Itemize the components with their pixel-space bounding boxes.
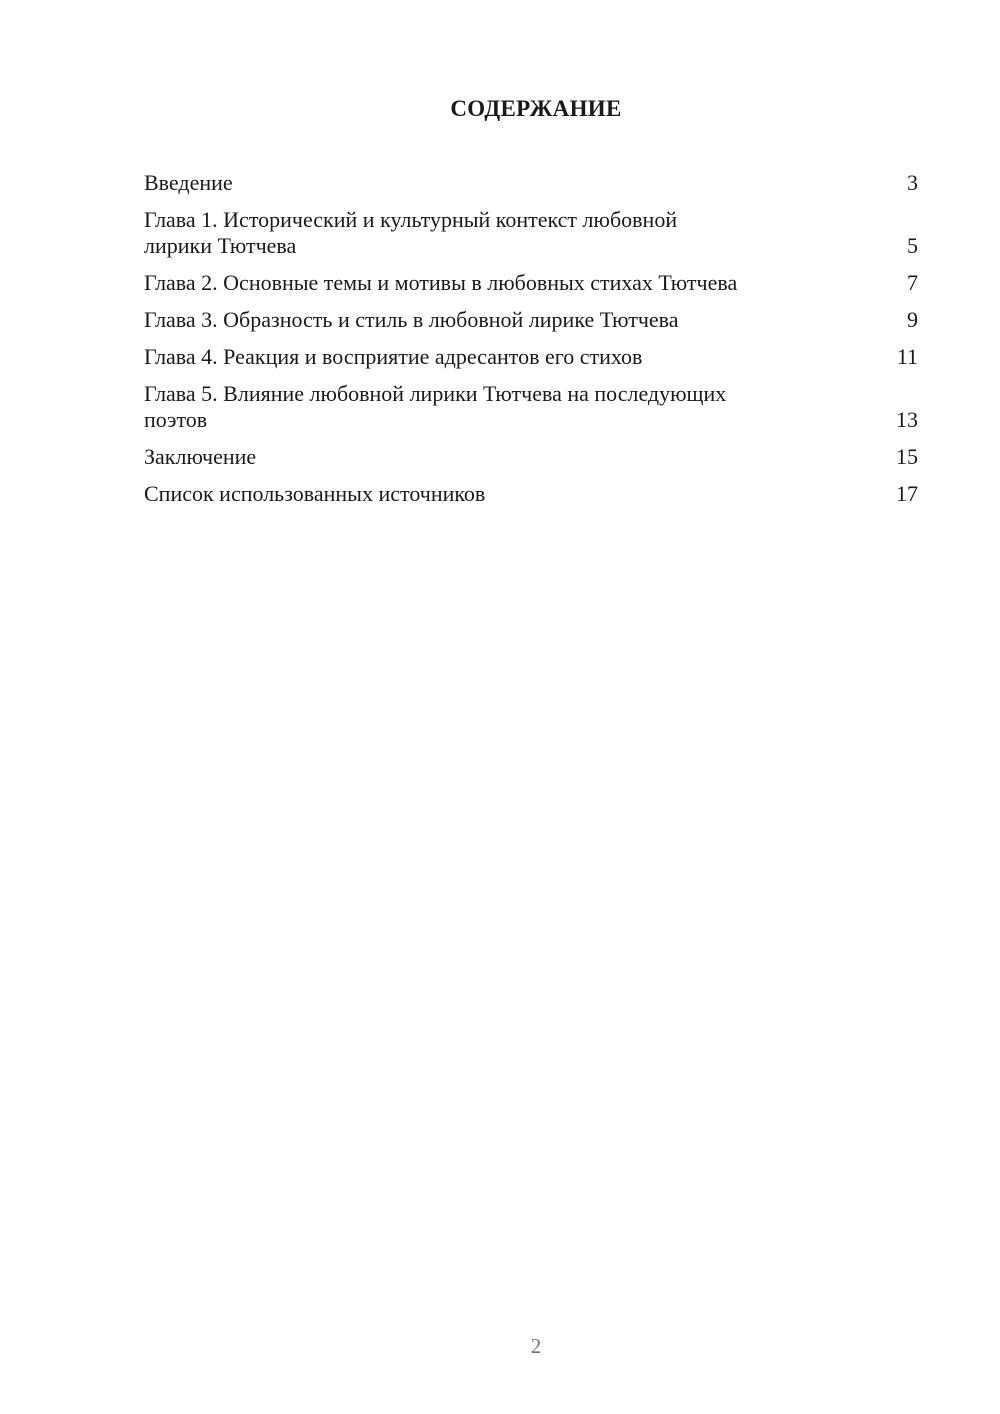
toc-entry-title: Глава 5. Влияние любовной лирики Тютчева на последующих поэтов	[144, 381, 727, 432]
toc-entry-title: Глава 1. Исторический и культурный контекст любовной лирики Тютчева	[144, 207, 678, 258]
toc-entry-title: Глава 3. Образность и стиль в любовной лирике Тютчева	[144, 307, 679, 332]
toc-entry-page: 15	[896, 444, 918, 469]
table-of-contents	[144, 170, 918, 518]
toc-entry-page: 13	[896, 407, 918, 432]
toc-entry	[144, 381, 918, 433]
toc-entry-title: Введение	[144, 170, 233, 195]
toc-entry-page: 9	[907, 307, 918, 332]
toc-entry	[144, 270, 918, 296]
toc-entry-title: Список использованных источников	[144, 481, 486, 506]
toc-entry-page: 5	[907, 233, 918, 258]
toc-entry-page: 11	[896, 344, 918, 369]
toc-entry-title: Глава 2. Основные темы и мотивы в любовных стихах Тютчева	[144, 270, 738, 295]
toc-entry	[144, 207, 918, 259]
toc-entry	[144, 444, 918, 470]
toc-entry-title: Глава 4. Реакция и восприятие адресантов его стихов	[144, 344, 643, 369]
toc-entry-page: 3	[907, 170, 918, 195]
toc-entry-page: 7	[907, 270, 918, 295]
toc-entry-title: Заключение	[144, 444, 257, 469]
toc-entry	[144, 344, 918, 370]
toc-entry	[144, 170, 918, 196]
toc-heading: СОДЕРЖАНИЕ	[450, 96, 622, 121]
page-number: 2	[530, 1334, 542, 1358]
toc-entry	[144, 307, 918, 333]
toc-entry-page: 17	[896, 481, 918, 506]
toc-entry	[144, 481, 918, 507]
